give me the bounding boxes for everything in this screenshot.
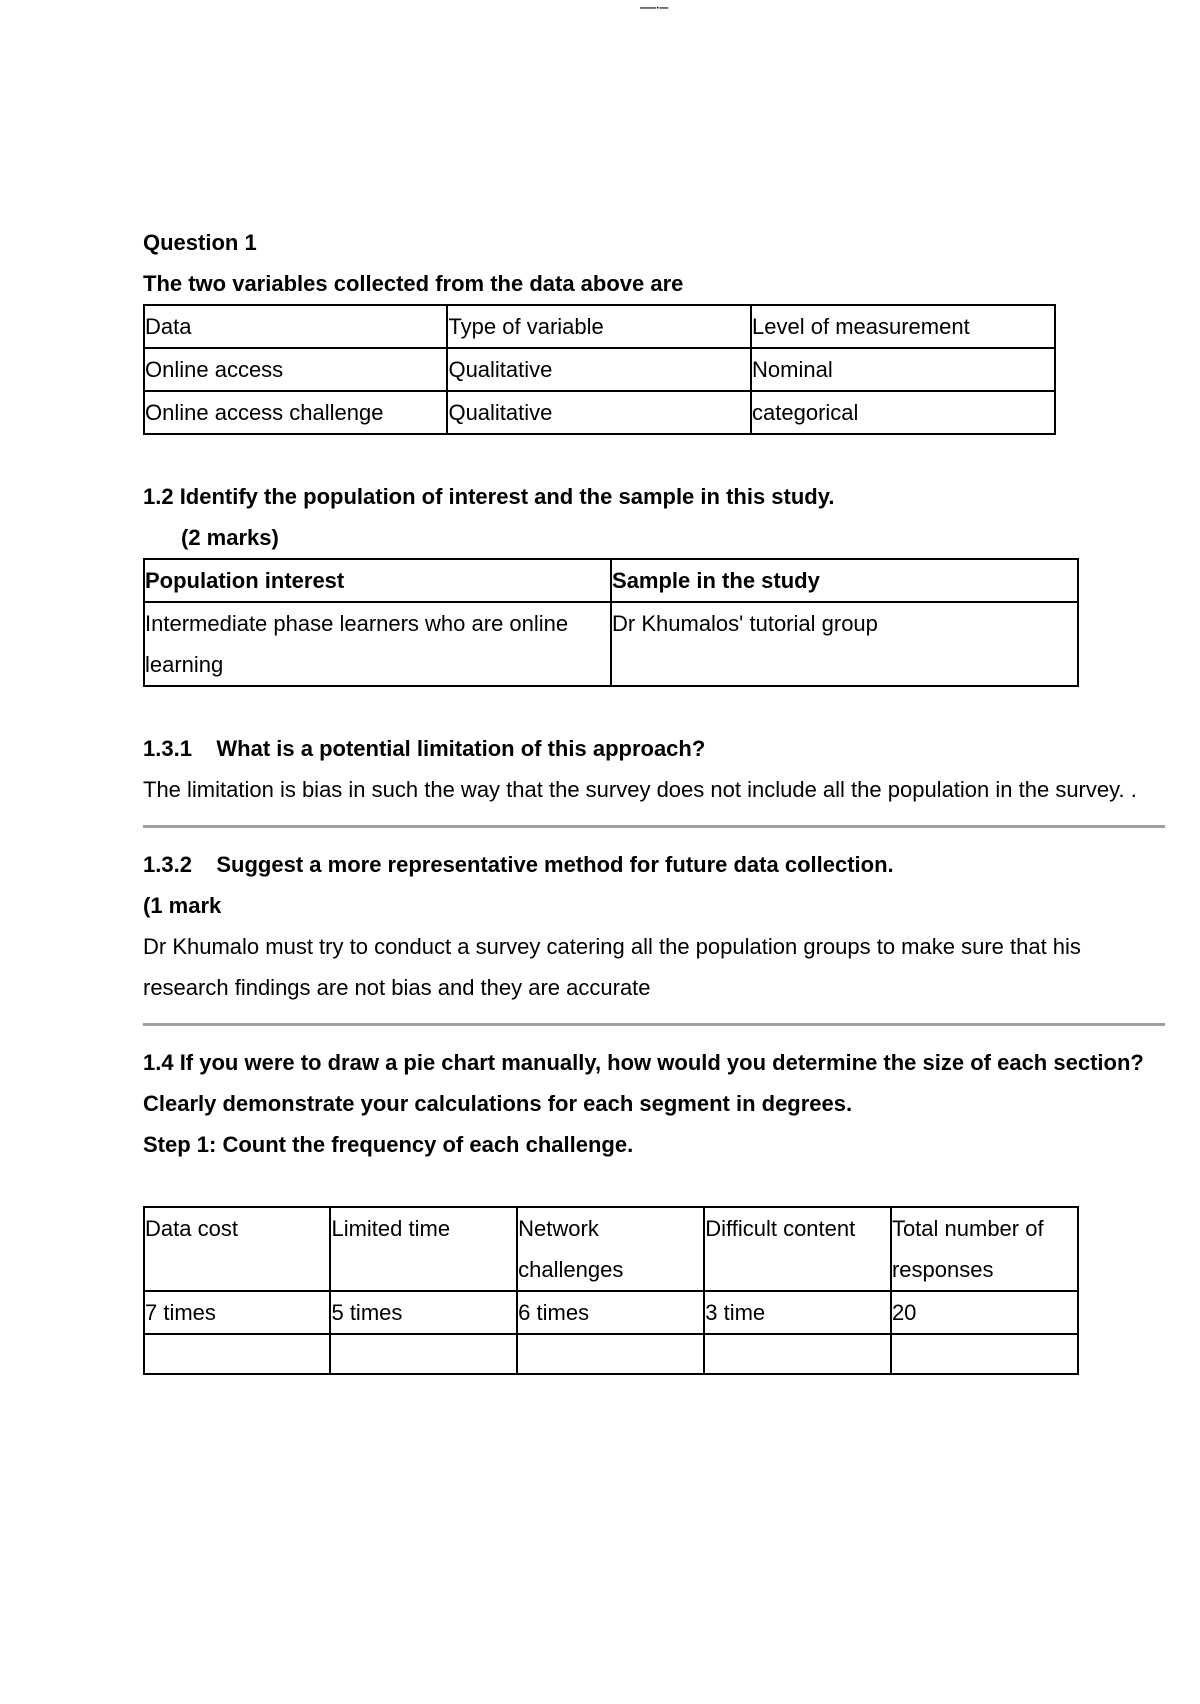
table-cell <box>517 1334 704 1374</box>
question-1-4-step-1: Step 1: Count the frequency of each challenge. <box>143 1132 634 1157</box>
frequency-table <box>143 1206 1079 1375</box>
table-cell: 5 times <box>330 1291 517 1334</box>
question-1-3-2-marks: (1 mark <box>143 893 222 918</box>
table-cell: Online access <box>144 348 447 391</box>
table-cell <box>704 1334 891 1374</box>
table-cell <box>144 1334 330 1374</box>
table-header-cell: Total number of responses <box>891 1207 1078 1291</box>
table-cell <box>891 1334 1078 1374</box>
table-header-row <box>144 1207 1078 1291</box>
question-1-3-2-heading: 1.3.2 Suggest a more representative method for future data collection. <box>143 852 894 877</box>
table-cell: Qualitative <box>447 348 751 391</box>
table-cell: 3 time <box>704 1291 891 1334</box>
table-cell: Qualitative <box>447 391 751 434</box>
table-header-cell: Population interest <box>144 559 611 602</box>
table-row <box>144 391 1055 434</box>
population-sample-table <box>143 558 1079 687</box>
table-header-cell: Limited time <box>330 1207 517 1291</box>
question-1-2-heading: 1.2 Identify the population of interest and the sample in this study. <box>143 484 835 509</box>
table-header-cell: Type of variable <box>447 305 751 348</box>
table-header-row <box>144 305 1055 348</box>
table-cell: Nominal <box>751 348 1055 391</box>
table-cell: categorical <box>751 391 1055 434</box>
document-content <box>143 222 1165 1375</box>
population-cell: Intermediate phase learners who are online learning <box>144 602 611 686</box>
table-header-cell: Sample in the study <box>611 559 1078 602</box>
table-header-cell: Level of measurement <box>751 305 1055 348</box>
table-row <box>144 602 1078 686</box>
table-header-cell: Data <box>144 305 447 348</box>
page-header-mark: —·– <box>640 0 668 16</box>
table-cell: 6 times <box>517 1291 704 1334</box>
question-1-2-marks: (2 marks) <box>181 525 279 550</box>
table-cell: 7 times <box>144 1291 330 1334</box>
question-1-3-1-answer: The limitation is bias in such the way that the survey does not include all the population in the survey. . <box>143 777 1137 802</box>
question-1-title: Question 1 <box>143 230 257 255</box>
sample-cell: Dr Khumalos' tutorial group <box>611 602 1078 686</box>
question-1-4-heading: 1.4 If you were to draw a pie chart manually, how would you determine the size of each section? Clearly demonstrate your calculations for each segment in degrees. <box>143 1050 1144 1116</box>
table-cell: 20 <box>891 1291 1078 1334</box>
table-row <box>144 1291 1078 1334</box>
table-row <box>144 348 1055 391</box>
section-divider <box>143 825 1165 828</box>
table-header-cell: Data cost <box>144 1207 330 1291</box>
variables-table <box>143 304 1056 435</box>
question-1-3-1-heading: 1.3.1 What is a potential limitation of this approach? <box>143 736 706 761</box>
table-cell <box>330 1334 517 1374</box>
table-cell: Online access challenge <box>144 391 447 434</box>
question-1-3-2-answer: Dr Khumalo must try to conduct a survey catering all the population groups to make sure that his research findings are not bias and they are accurate <box>143 934 1081 1000</box>
table-row <box>144 1334 1078 1374</box>
table-header-cell: Difficult content <box>704 1207 891 1291</box>
question-1-intro: The two variables collected from the data above are <box>143 271 684 296</box>
table-header-cell: Network challenges <box>517 1207 704 1291</box>
table-header-row <box>144 559 1078 602</box>
section-divider <box>143 1023 1165 1026</box>
